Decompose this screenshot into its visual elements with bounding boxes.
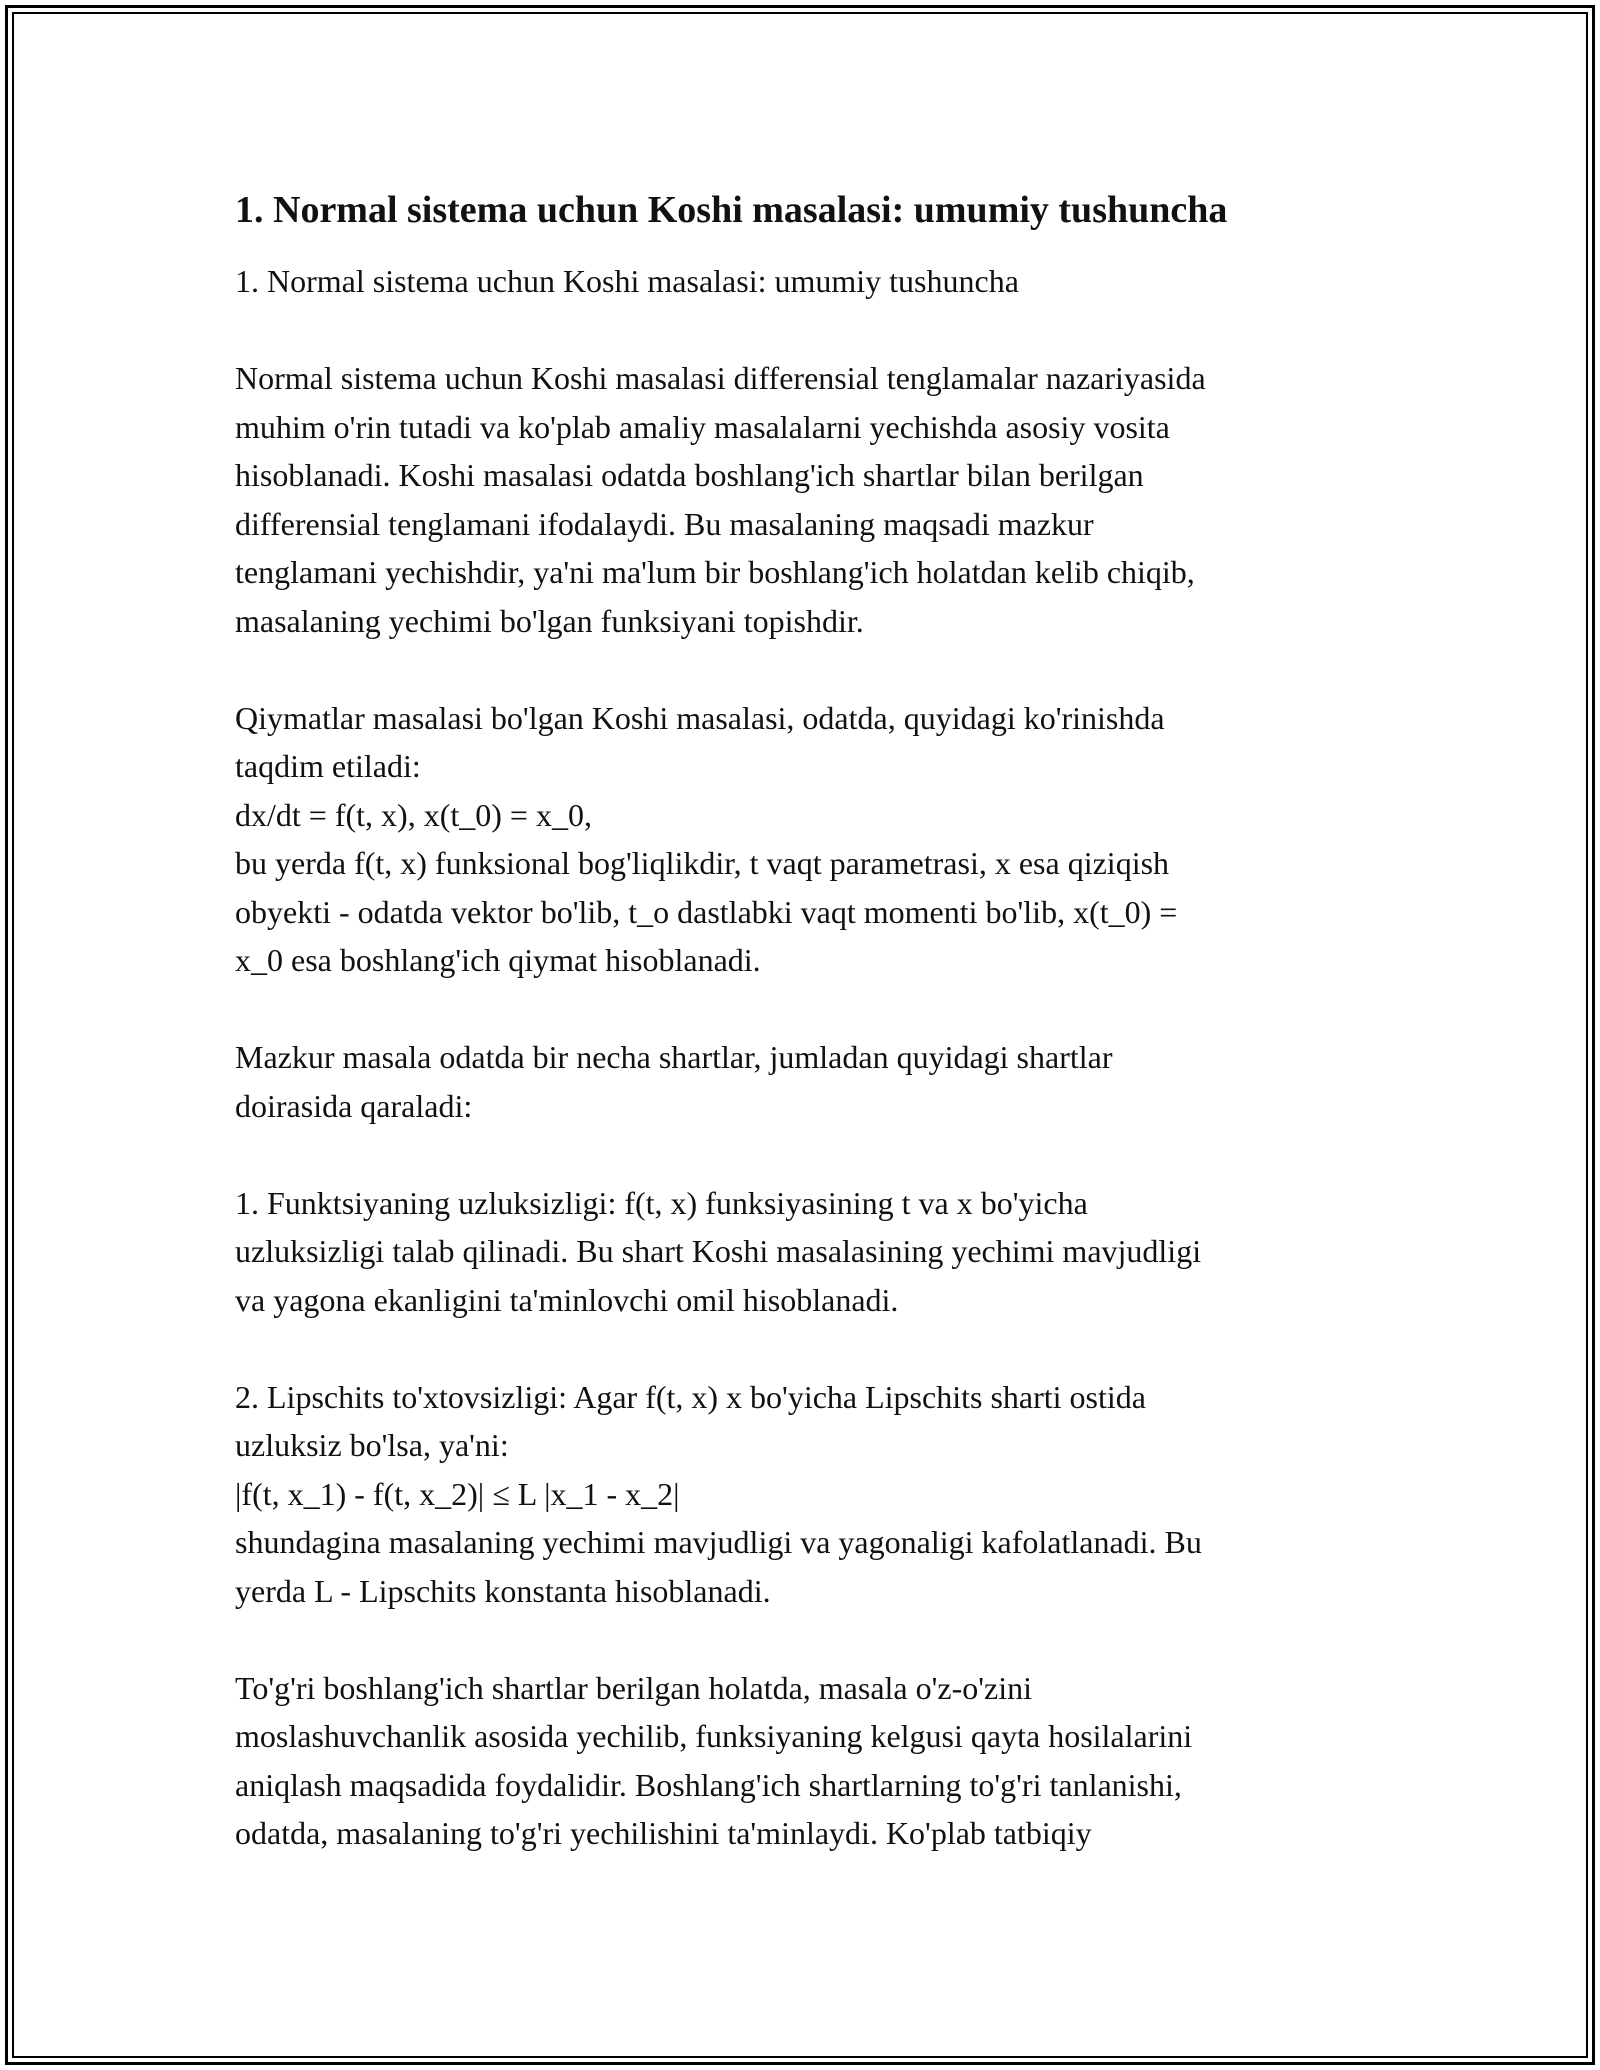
paragraph-problem-statement: Qiymatlar masalasi bo'lgan Koshi masalasi, odatda, quyidagi ko'rinishda taqdim etiladi: dx/dt = f(t, x), x(t_0) = x_0, bu yerda f(t, x) funksional bog'liqlikdir, t vaqt parametrasi, x esa qiziqish obyekti - odatda vektor bo'lib, t_o dastlabki vaqt momenti bo'lib, x(t_0) = x_0 esa boshlang'ich qiymat hisoblanadi.: [235, 699, 1178, 978]
document-body: [235, 185, 1375, 1906]
paragraph-condition-continuity: 1. Funktsiyaning uzluksizligi: f(t, x) funksiyasining t va x bo'yicha uzluksizligi talab qilinadi. Bu shart Koshi masalasining yechimi mavjudligi va yagona ekanligini ta'minlovchi omil hisoblanadi.: [235, 1184, 1202, 1318]
paragraph-conclusion: To'g'ri boshlang'ich shartlar berilgan holatda, masala o'z-o'zini moslashuvchanlik asosida yechilib, funksiyaning kelgusi qayta hosilalarini aniqlash maqsadida foydalidir. Boshlang'ich shartlarning to'g'ri tanlanishi, odatda, masalaning to'g'ri yechilishini ta'minlaydi. Ko'plab tatbiqiy: [235, 1669, 1193, 1851]
paragraph-conditions-intro: Mazkur masala odatda bir necha shartlar, jumladan quyidagi shartlar doirasida qaraladi:: [235, 1039, 1113, 1124]
document-title: 1. Normal sistema uchun Koshi masalasi: umumiy tushuncha: [235, 189, 1228, 231]
paragraph-condition-lipschitz: 2. Lipschits to'xtovsizligi: Agar f(t, x) x bo'yicha Lipschits sharti ostida uzluksiz bo'lsa, ya'ni: |f(t, x_1) - f(t, x_2)| ≤ L |x_1 - x_2| shundagina masalaning yechimi mavjudligi va yagonaligi kafolatlanadi. Bu yerda L - Lipschits konstanta hisoblanadi.: [235, 1378, 1202, 1609]
paragraph-subtitle: 1. Normal sistema uchun Koshi masalasi: umumiy tushuncha: [235, 263, 1019, 299]
paragraph-introduction: Normal sistema uchun Koshi masalasi differensial tenglamalar nazariyasida muhim o'rin tutadi va ko'plab amaliy masalalarni yechishda asosiy vosita hisoblanadi. Koshi masalasi odatda boshlang'ich shartlar bilan berilgan differensial tenglamani ifodalaydi. Bu masalaning maqsadi mazkur tenglamani yechishdir, ya'ni ma'lum bir boshlang'ich holatdan kelib chiqib, masalaning yechimi bo'lgan funksiyani topishdir.: [235, 360, 1206, 639]
